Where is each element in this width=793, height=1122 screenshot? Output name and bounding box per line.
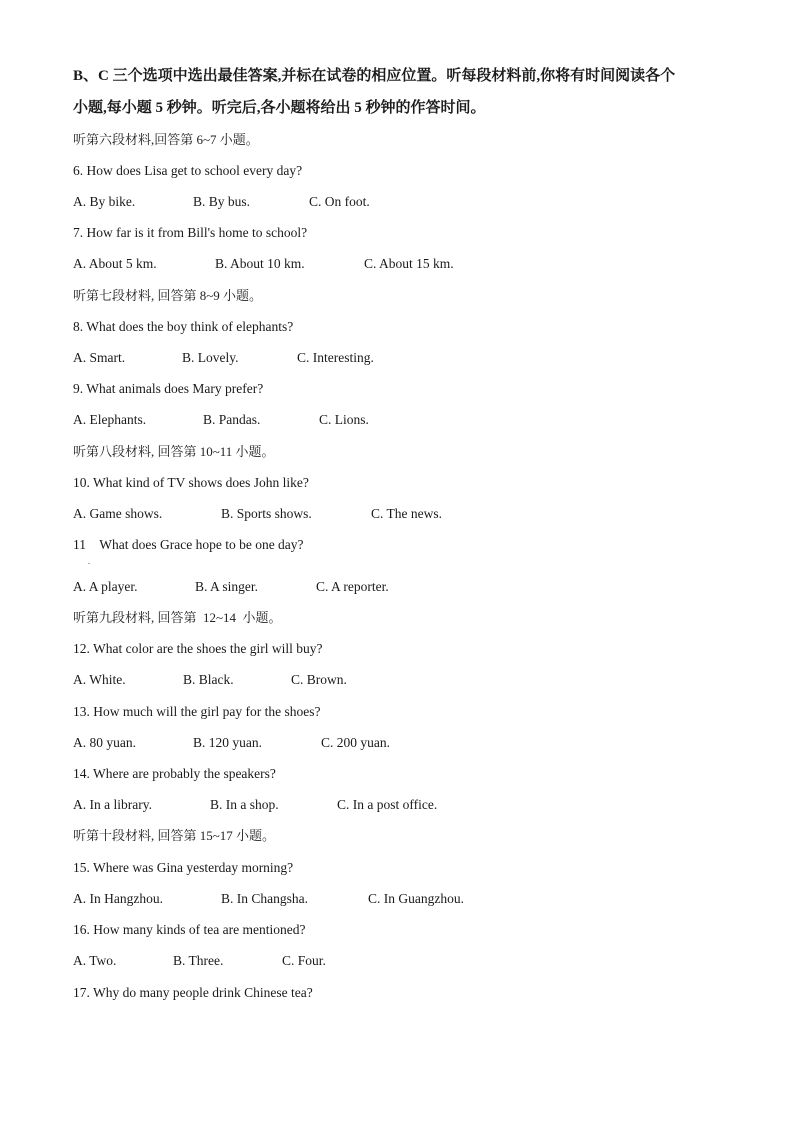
instruction-line-2: 小题,每小题 5 秒钟。听完后,各小题将给出 5 秒钟的作答时间。: [73, 100, 486, 116]
option-9b: B. Pandas.: [203, 412, 261, 427]
question-8: 8. What does the boy think of elephants?: [73, 319, 294, 334]
option-10a: A. Game shows.: [73, 506, 163, 521]
option-13a: A. 80 yuan.: [73, 735, 136, 750]
option-14a: A. In a library.: [73, 797, 152, 812]
option-16c: C. Four.: [282, 953, 326, 968]
question-13: 13. How much will the girl pay for the shoes?: [73, 704, 321, 719]
option-6c: C. On foot.: [309, 194, 370, 209]
option-15b: B. In Changsha.: [221, 891, 308, 906]
question-6: 6. How does Lisa get to school every day?: [73, 163, 303, 178]
stray-mark: .: [88, 557, 90, 566]
section-header-6: 听第六段材料,回答第 6~7 小题。: [73, 132, 259, 147]
question-9: 9. What animals does Mary prefer?: [73, 381, 264, 396]
option-7b: B. About 10 km.: [215, 256, 305, 271]
option-6a: A. By bike.: [73, 194, 136, 209]
option-14c: C. In a post office.: [337, 797, 438, 812]
instruction-line-1: B、C 三个选项中选出最佳答案,并标在试卷的相应位置。听每段材料前,你将有时间阅读各个: [73, 68, 676, 84]
option-11a: A. A player.: [73, 579, 138, 594]
question-7: 7. How far is it from Bill's home to school?: [73, 225, 308, 240]
option-12a: A. White.: [73, 672, 126, 687]
question-12: 12. What color are the shoes the girl will buy?: [73, 641, 323, 656]
option-8b: B. Lovely.: [182, 350, 239, 365]
section-header-9: 听第九段材料, 回答第 12~14 小题。: [73, 610, 282, 625]
option-9a: A. Elephants.: [73, 412, 147, 427]
section-header-10: 听第十段材料, 回答第 15~17 小题。: [73, 828, 276, 843]
option-10b: B. Sports shows.: [221, 506, 312, 521]
question-17: 17. Why do many people drink Chinese tea?: [73, 985, 313, 1000]
option-6b: B. By bus.: [193, 194, 251, 209]
option-14b: B. In a shop.: [210, 797, 279, 812]
question-10: 10. What kind of TV shows does John like?: [73, 475, 309, 490]
option-11c: C. A reporter.: [316, 579, 389, 594]
section-header-8: 听第八段材料, 回答第 10~11 小题。: [73, 444, 275, 459]
question-15: 15. Where was Gina yesterday morning?: [73, 860, 294, 875]
option-16a: A. Two.: [73, 953, 117, 968]
question-14: 14. Where are probably the speakers?: [73, 766, 276, 781]
option-13c: C. 200 yuan.: [321, 735, 390, 750]
option-15a: A. In Hangzhou.: [73, 891, 163, 906]
question-11: 11 What does Grace hope to be one day?: [73, 537, 304, 552]
option-8c: C. Interesting.: [297, 350, 374, 365]
option-13b: B. 120 yuan.: [193, 735, 262, 750]
section-header-7: 听第七段材料, 回答第 8~9 小题。: [73, 288, 263, 303]
option-10c: C. The news.: [371, 506, 442, 521]
option-15c: C. In Guangzhou.: [368, 891, 464, 906]
option-12b: B. Black.: [183, 672, 234, 687]
option-11b: B. A singer.: [195, 579, 259, 594]
option-7c: C. About 15 km.: [364, 256, 454, 271]
option-7a: A. About 5 km.: [73, 256, 157, 271]
option-8a: A. Smart.: [73, 350, 126, 365]
option-12c: C. Brown.: [291, 672, 347, 687]
option-9c: C. Lions.: [319, 412, 369, 427]
option-16b: B. Three.: [173, 953, 224, 968]
question-16: 16. How many kinds of tea are mentioned?: [73, 922, 306, 937]
